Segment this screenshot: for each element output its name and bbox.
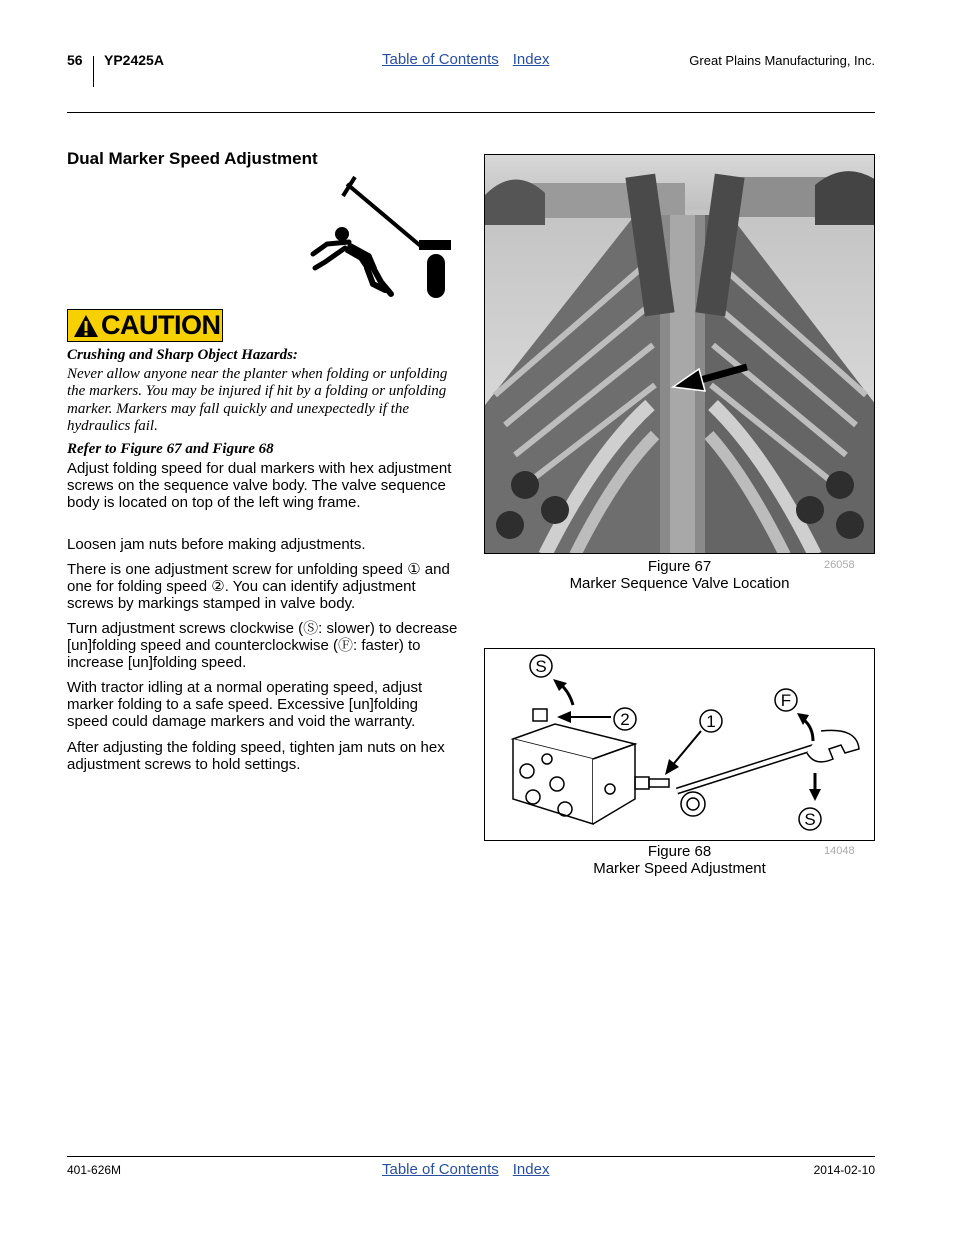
header-rule	[67, 112, 875, 113]
callout-f: F	[780, 691, 792, 710]
footer-toc-link[interactable]: Table of Contents	[382, 1161, 499, 1178]
figure-68-image-id: 14048	[824, 845, 855, 857]
doc-date: 2014-02-10	[813, 1163, 875, 1177]
paragraph-2: Loosen jam nuts before making adjustments.	[67, 536, 366, 553]
callout-s-top: S	[535, 657, 547, 676]
paragraph-1: Adjust folding speed for dual markers with hex adjustment screws on the sequence valve body. The valve sequence body is located on top of the left wing frame.	[67, 460, 452, 512]
paragraph-6: After adjusting the folding speed, tighten jam nuts on hex adjustment screws to hold settings.	[67, 739, 445, 774]
valve-adjustment-diagram	[485, 649, 875, 841]
figure-68-number: Figure 68	[647, 843, 712, 860]
paragraph-4: Turn adjustment screws clockwise (Ⓢ: slower) to decrease [un]folding speed and counterclockwise (Ⓕ: faster) to increase [un]folding speed.	[67, 620, 458, 672]
company-name: Great Plains Manufacturing, Inc.	[689, 53, 875, 68]
figure-68-diagram	[484, 648, 875, 841]
footer-nav	[382, 1161, 549, 1179]
toc-link[interactable]: Table of Contents	[382, 51, 499, 68]
figure-68-caption: Marker Speed Adjustment	[593, 860, 766, 877]
callout-s-bottom: S	[804, 810, 816, 829]
paragraph-3: There is one adjustment screw for unfolding speed ① and one for folding speed ②. You can identify adjustment screws by markings stamped in valve body.	[67, 561, 450, 613]
caution-banner	[67, 309, 223, 342]
caution-label: CAUTION	[101, 310, 221, 340]
figure-67-caption: Marker Sequence Valve Location	[569, 575, 790, 592]
callout-2: 2	[620, 710, 630, 729]
header-divider	[93, 56, 94, 87]
doc-code: YP2425A	[104, 52, 164, 68]
header-nav	[382, 51, 549, 69]
callout-1: 1	[706, 712, 716, 731]
figure-67-image-id: 26058	[824, 559, 855, 571]
footer-rule	[67, 1156, 875, 1157]
hazard-title: Crushing and Sharp Object Hazards:	[67, 347, 298, 363]
hazard-text: Never allow anyone near the planter when folding or unfolding the markers. You may be injured if hit by a folding or unfolding marker. Markers may fall quickly and unexpectedly if the hydraulics fail.	[67, 366, 448, 434]
paragraph-5: With tractor idling at a normal operating speed, adjust marker folding to a safe speed. Excessive [un]folding speed could damage markers and void the warranty.	[67, 679, 423, 731]
doc-number: 401-626M	[67, 1163, 122, 1177]
figure-67-photo	[484, 154, 875, 554]
figure-67-number: Figure 67	[647, 558, 712, 575]
index-link[interactable]: Index	[512, 51, 550, 68]
footer-index-link[interactable]: Index	[512, 1161, 550, 1178]
figure-reference: Refer to Figure 67 and Figure 68	[67, 441, 274, 457]
page-number: 56	[67, 52, 83, 68]
planter-photo-image	[485, 155, 875, 554]
warning-triangle-icon	[73, 314, 99, 338]
section-title: Dual Marker Speed Adjustment	[67, 149, 318, 168]
crush-hazard-pictogram-icon	[305, 172, 455, 300]
